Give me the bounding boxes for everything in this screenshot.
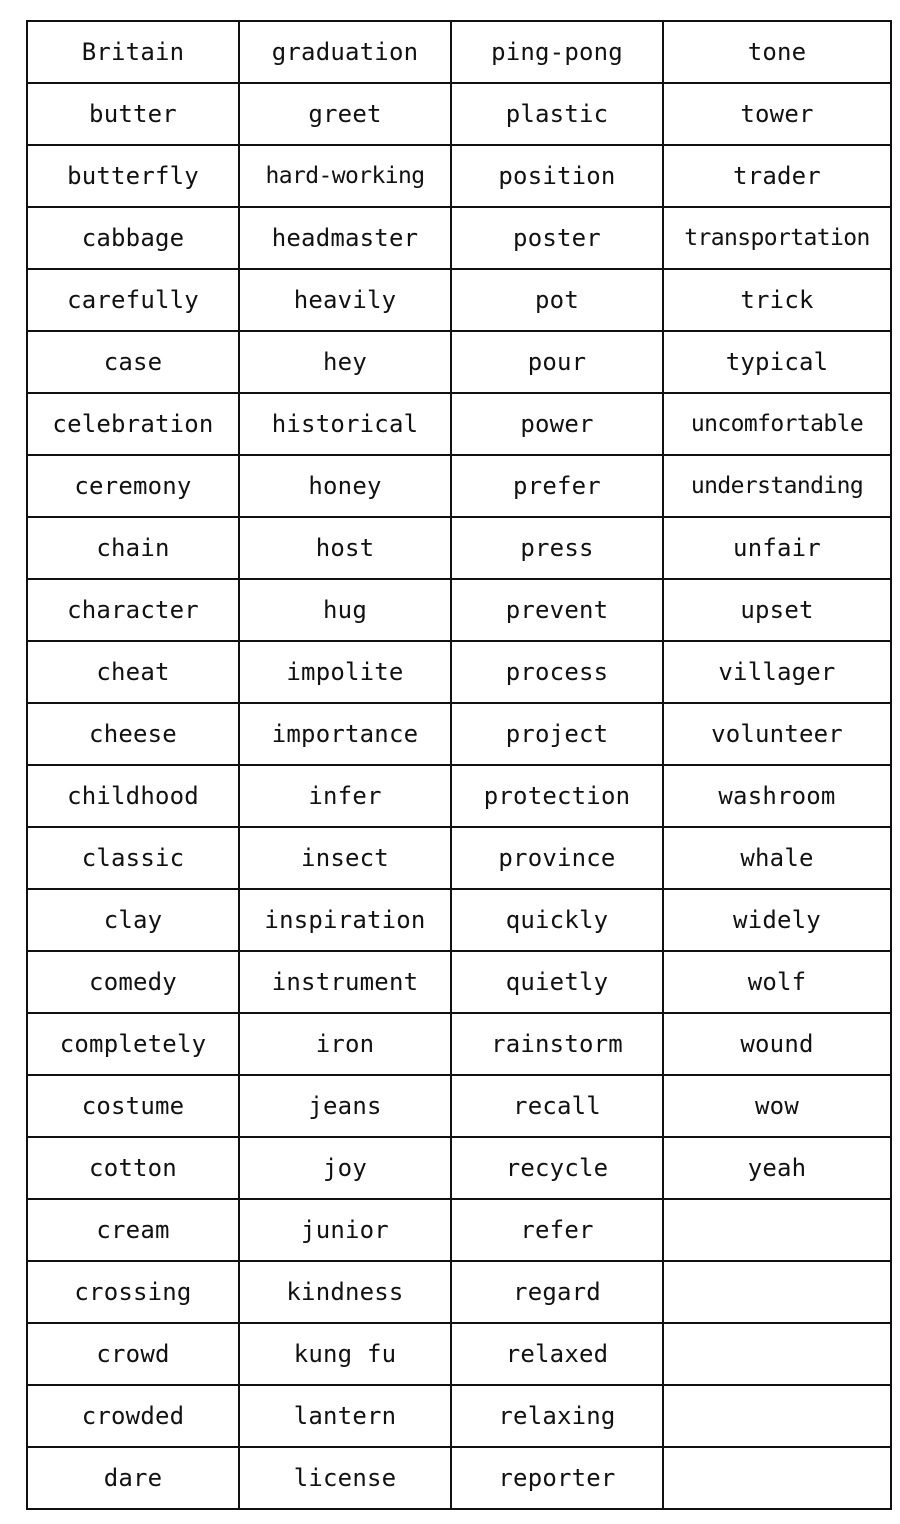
- word-cell: joy: [239, 1137, 451, 1199]
- table-row: [27, 1075, 891, 1137]
- word-cell: inspiration: [239, 889, 451, 951]
- word-cell: greet: [239, 83, 451, 145]
- word-cell: license: [239, 1447, 451, 1509]
- word-cell: costume: [27, 1075, 239, 1137]
- word-cell: classic: [27, 827, 239, 889]
- word-cell: hard-working: [239, 145, 451, 207]
- table-row: [27, 455, 891, 517]
- word-cell: power: [451, 393, 663, 455]
- word-cell: crossing: [27, 1261, 239, 1323]
- word-cell: tower: [663, 83, 891, 145]
- table-row: [27, 1447, 891, 1509]
- word-cell: cheese: [27, 703, 239, 765]
- table-row: [27, 1137, 891, 1199]
- table-row: [27, 517, 891, 579]
- word-cell: unfair: [663, 517, 891, 579]
- word-cell: heavily: [239, 269, 451, 331]
- word-cell: wound: [663, 1013, 891, 1075]
- word-cell: junior: [239, 1199, 451, 1261]
- table-row: [27, 641, 891, 703]
- word-cell: jeans: [239, 1075, 451, 1137]
- word-cell: prefer: [451, 455, 663, 517]
- word-cell: clay: [27, 889, 239, 951]
- word-cell: kung fu: [239, 1323, 451, 1385]
- vocabulary-table: [26, 20, 892, 1510]
- word-cell: trader: [663, 145, 891, 207]
- table-row: [27, 331, 891, 393]
- word-cell: uncomfortable: [663, 393, 891, 455]
- word-cell: relaxed: [451, 1323, 663, 1385]
- word-cell: carefully: [27, 269, 239, 331]
- word-cell: kindness: [239, 1261, 451, 1323]
- word-cell: relaxing: [451, 1385, 663, 1447]
- table-row: [27, 889, 891, 951]
- vocabulary-table-body: [27, 21, 891, 1509]
- table-row: [27, 83, 891, 145]
- word-cell: instrument: [239, 951, 451, 1013]
- word-cell: transportation: [663, 207, 891, 269]
- table-row: [27, 21, 891, 83]
- word-cell: cabbage: [27, 207, 239, 269]
- word-cell: prevent: [451, 579, 663, 641]
- word-cell: impolite: [239, 641, 451, 703]
- word-cell: graduation: [239, 21, 451, 83]
- word-cell: [663, 1447, 891, 1509]
- word-cell: iron: [239, 1013, 451, 1075]
- word-cell: tone: [663, 21, 891, 83]
- word-cell: cream: [27, 1199, 239, 1261]
- word-cell: crowd: [27, 1323, 239, 1385]
- word-cell: comedy: [27, 951, 239, 1013]
- word-cell: widely: [663, 889, 891, 951]
- word-cell: infer: [239, 765, 451, 827]
- table-row: [27, 703, 891, 765]
- word-cell: hey: [239, 331, 451, 393]
- word-cell: cotton: [27, 1137, 239, 1199]
- word-cell: pour: [451, 331, 663, 393]
- word-cell: project: [451, 703, 663, 765]
- word-cell: honey: [239, 455, 451, 517]
- word-cell: chain: [27, 517, 239, 579]
- word-cell: process: [451, 641, 663, 703]
- word-cell: headmaster: [239, 207, 451, 269]
- table-row: [27, 1013, 891, 1075]
- word-cell: butterfly: [27, 145, 239, 207]
- table-row: [27, 1199, 891, 1261]
- word-cell: recall: [451, 1075, 663, 1137]
- table-row: [27, 145, 891, 207]
- word-cell: childhood: [27, 765, 239, 827]
- table-row: [27, 1261, 891, 1323]
- word-cell: Britain: [27, 21, 239, 83]
- word-cell: [663, 1261, 891, 1323]
- word-cell: ceremony: [27, 455, 239, 517]
- word-cell: protection: [451, 765, 663, 827]
- word-cell: character: [27, 579, 239, 641]
- word-cell: crowded: [27, 1385, 239, 1447]
- word-cell: plastic: [451, 83, 663, 145]
- word-cell: position: [451, 145, 663, 207]
- word-cell: [663, 1199, 891, 1261]
- word-cell: press: [451, 517, 663, 579]
- word-cell: trick: [663, 269, 891, 331]
- word-cell: yeah: [663, 1137, 891, 1199]
- word-cell: quietly: [451, 951, 663, 1013]
- table-row: [27, 207, 891, 269]
- word-cell: understanding: [663, 455, 891, 517]
- word-cell: rainstorm: [451, 1013, 663, 1075]
- word-cell: lantern: [239, 1385, 451, 1447]
- word-cell: province: [451, 827, 663, 889]
- word-cell: hug: [239, 579, 451, 641]
- word-cell: case: [27, 331, 239, 393]
- word-cell: cheat: [27, 641, 239, 703]
- word-cell: dare: [27, 1447, 239, 1509]
- word-cell: upset: [663, 579, 891, 641]
- word-cell: washroom: [663, 765, 891, 827]
- word-cell: wolf: [663, 951, 891, 1013]
- word-cell: typical: [663, 331, 891, 393]
- word-cell: historical: [239, 393, 451, 455]
- table-row: [27, 951, 891, 1013]
- table-row: [27, 827, 891, 889]
- word-cell: refer: [451, 1199, 663, 1261]
- word-cell: completely: [27, 1013, 239, 1075]
- word-cell: [663, 1323, 891, 1385]
- word-cell: wow: [663, 1075, 891, 1137]
- table-row: [27, 765, 891, 827]
- word-cell: volunteer: [663, 703, 891, 765]
- word-cell: poster: [451, 207, 663, 269]
- word-cell: quickly: [451, 889, 663, 951]
- table-row: [27, 269, 891, 331]
- word-cell: celebration: [27, 393, 239, 455]
- table-row: [27, 579, 891, 641]
- word-cell: host: [239, 517, 451, 579]
- word-cell: importance: [239, 703, 451, 765]
- word-cell: butter: [27, 83, 239, 145]
- table-row: [27, 1323, 891, 1385]
- word-cell: insect: [239, 827, 451, 889]
- table-row: [27, 393, 891, 455]
- word-cell: reporter: [451, 1447, 663, 1509]
- word-cell: recycle: [451, 1137, 663, 1199]
- word-cell: regard: [451, 1261, 663, 1323]
- word-cell: pot: [451, 269, 663, 331]
- table-row: [27, 1385, 891, 1447]
- word-cell: whale: [663, 827, 891, 889]
- word-cell: [663, 1385, 891, 1447]
- word-cell: villager: [663, 641, 891, 703]
- word-cell: ping-pong: [451, 21, 663, 83]
